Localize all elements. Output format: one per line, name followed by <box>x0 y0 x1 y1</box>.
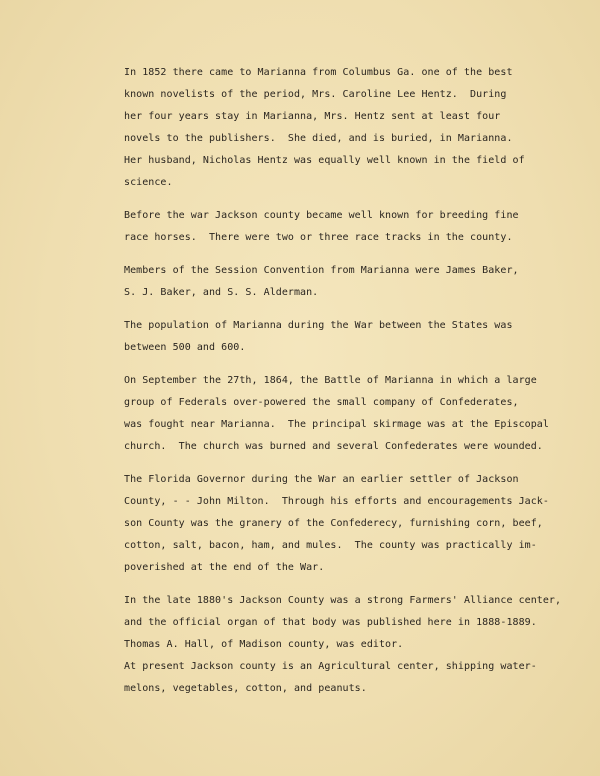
text-line: In 1852 there came to Marianna from Columbus Ga. one of the best <box>124 67 513 78</box>
paragraph-race-horses <box>124 205 564 249</box>
text-line: The population of Marianna during the War between the States was <box>124 320 513 331</box>
text-line: son County was the granery of the Confederecy, furnishing corn, beef, <box>124 518 543 529</box>
text-line: poverished at the end of the War. <box>124 562 325 573</box>
paragraph-governor-milton <box>124 469 564 579</box>
text-line: between 500 and 600. <box>124 342 246 353</box>
text-line: cotton, salt, bacon, ham, and mules. The county was practically im- <box>124 540 537 551</box>
text-line: was fought near Marianna. The principal skirmage was at the Episcopal <box>124 419 549 430</box>
text-line: group of Federals over-powered the small company of Confederates, <box>124 397 519 408</box>
text-line: Members of the Session Convention from Marianna were James Baker, <box>124 265 519 276</box>
paragraph-battle-of-marianna <box>124 370 564 458</box>
text-line: science. <box>124 177 173 188</box>
text-line: Thomas A. Hall, of Madison county, was editor. <box>124 639 404 650</box>
text-line: Before the war Jackson county became well known for breeding fine <box>124 210 519 221</box>
text-line: County, - - John Milton. Through his efforts and encouragements Jack- <box>124 496 549 507</box>
text-line: The Florida Governor during the War an earlier settler of Jackson <box>124 474 519 485</box>
text-line: melons, vegetables, cotton, and peanuts. <box>124 683 367 694</box>
text-line: On September the 27th, 1864, the Battle of Marianna in which a large <box>124 375 537 386</box>
text-line: Her husband, Nicholas Hentz was equally well known in the field of <box>124 155 525 166</box>
text-line: S. J. Baker, and S. S. Alderman. <box>124 287 319 298</box>
text-line: and the official organ of that body was published here in 1888-1889. <box>124 617 537 628</box>
paragraph-farmers-alliance <box>124 590 564 700</box>
text-line: church. The church was burned and several Confederates were wounded. <box>124 441 543 452</box>
text-line: race horses. There were two or three race tracks in the county. <box>124 232 513 243</box>
paragraph-session-convention <box>124 260 564 304</box>
text-line: known novelists of the period, Mrs. Caroline Lee Hentz. During <box>124 89 507 100</box>
text-line: her four years stay in Marianna, Mrs. Hentz sent at least four <box>124 111 501 122</box>
paragraph-population <box>124 315 564 359</box>
paragraph-hentz <box>124 62 564 194</box>
text-line: novels to the publishers. She died, and is buried, in Marianna. <box>124 133 513 144</box>
text-line: In the late 1880's Jackson County was a strong Farmers' Alliance center, <box>124 595 562 606</box>
document-body <box>124 62 564 711</box>
text-line: At present Jackson county is an Agricultural center, shipping water- <box>124 661 537 672</box>
